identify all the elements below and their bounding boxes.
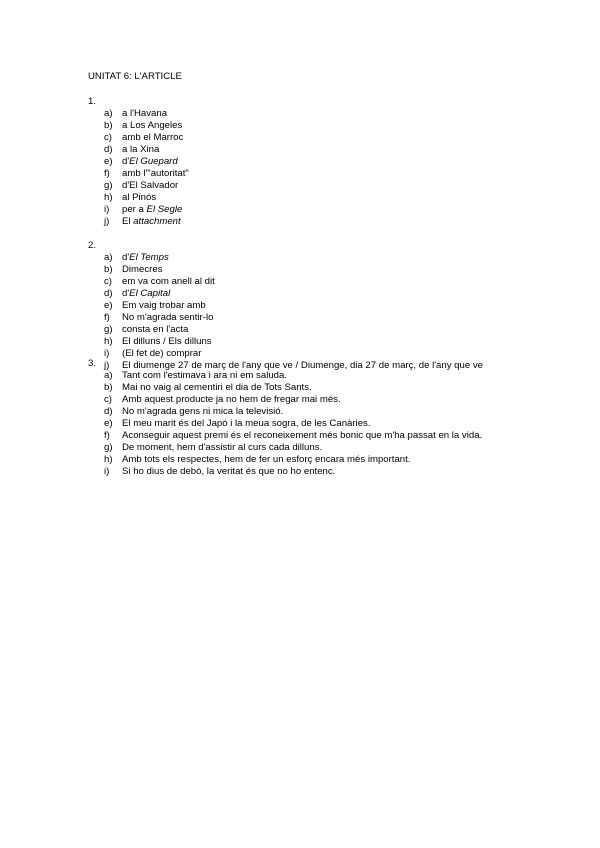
item-text <box>122 156 178 168</box>
item-label: c) <box>104 394 112 406</box>
item-text-segment: El dilluns / Els dilluns <box>122 336 212 348</box>
item-label: f) <box>104 312 110 324</box>
item-text-segment: Tant com l'estimava i ara ni em saluda. <box>122 370 287 381</box>
item-text <box>122 312 213 324</box>
item-text <box>122 108 167 120</box>
item-text-segment: a la Xina <box>122 144 160 156</box>
exercise-item <box>104 382 312 394</box>
exercise-item <box>104 168 189 180</box>
item-text <box>122 394 341 406</box>
exercise-item <box>104 394 341 406</box>
item-label: f) <box>104 430 110 442</box>
exercise-item <box>104 324 188 336</box>
item-text-segment: d'El Salvador <box>122 180 179 192</box>
page-title: UNITAT 6: L'ARTICLE <box>88 71 182 82</box>
item-text-segment: Amb tots els respectes, hem de fer un esforç encara més important. <box>122 454 411 466</box>
exercise-item <box>104 264 163 276</box>
exercise-item <box>104 120 182 132</box>
item-text-segment: El diumenge 27 de març de l'any que ve / Diumenge, dia 27 de març, de l'any que ve <box>122 360 483 372</box>
exercise-item <box>104 204 182 216</box>
item-text-segment: Mai no vaig al cementiri el dia de Tots Sants. <box>122 382 312 394</box>
exercise-item <box>104 180 178 192</box>
italic-title-text: El Temps <box>129 252 169 263</box>
item-label: g) <box>104 442 113 454</box>
item-label: d) <box>104 406 113 418</box>
item-text-segment: Dimecres <box>122 264 163 276</box>
exercise-item <box>104 108 167 120</box>
item-label: i) <box>104 204 110 216</box>
item-text <box>122 264 163 276</box>
exercise-item <box>104 348 201 360</box>
item-text-segment: em va com anell al dit <box>122 276 215 288</box>
item-text <box>122 120 182 132</box>
item-text <box>122 466 335 478</box>
exercise-item <box>104 252 169 264</box>
exercise-item <box>104 312 213 324</box>
item-text-segment: d' <box>122 288 130 300</box>
exercise-item <box>104 156 178 168</box>
item-text-segment: Si ho dius de debò, la veritat és que no ho entenc. <box>122 466 336 478</box>
item-label: e) <box>104 300 113 312</box>
item-text <box>122 276 215 288</box>
item-label: j) <box>104 360 110 372</box>
item-text <box>122 406 283 418</box>
exercise-item <box>104 442 322 454</box>
item-text <box>122 192 156 204</box>
exercise-item <box>104 276 215 288</box>
item-text-segment: No m'agrada gens ni mica la televisió. <box>122 406 284 418</box>
item-label: e) <box>104 156 113 168</box>
exercise-item <box>104 336 212 348</box>
item-label: h) <box>104 336 113 348</box>
exercise-item <box>104 300 206 312</box>
italic-title-text: El Segle <box>146 204 183 216</box>
italic-title-text: attachment <box>133 216 181 228</box>
item-text <box>122 418 371 430</box>
item-text <box>122 336 212 348</box>
item-label: f) <box>104 168 110 180</box>
item-text <box>122 288 170 300</box>
exercise-item <box>104 144 159 156</box>
section-number: 2. <box>88 240 97 251</box>
exercise-item <box>104 430 482 442</box>
exercise-item <box>104 418 371 430</box>
item-text <box>122 382 312 394</box>
item-text-segment: Amb aquest producte ja no hem de fregar mai més. <box>122 394 341 406</box>
exercise-item <box>104 466 335 478</box>
item-text <box>122 216 181 228</box>
item-text-segment: Aconseguir aquest premi és el reconeixement més bonic que m'ha passat en la vida. <box>122 430 483 442</box>
item-label: d) <box>104 288 113 300</box>
item-label: h) <box>104 192 113 204</box>
item-label: b) <box>104 264 113 276</box>
exercise-item <box>104 406 283 418</box>
item-text-segment: De moment, hem d'assistir al curs cada dilluns. <box>122 442 323 454</box>
exercise-item <box>104 370 287 382</box>
item-text-segment: No m'agrada sentir-lo <box>122 312 214 324</box>
exercise-item <box>104 288 170 300</box>
item-text <box>122 324 188 336</box>
item-text <box>122 144 159 156</box>
item-text <box>122 168 189 180</box>
item-text-segment: consta en l'acta <box>122 324 189 336</box>
exercise-item <box>104 216 181 228</box>
item-text <box>122 180 178 192</box>
item-label: b) <box>104 120 113 132</box>
exercise-item <box>104 132 183 144</box>
item-text <box>122 348 201 360</box>
item-text <box>122 430 482 442</box>
item-label: g) <box>104 324 113 336</box>
item-label: c) <box>104 276 112 288</box>
item-text <box>122 132 183 144</box>
italic-title-text: El Guepard <box>129 156 178 168</box>
item-text <box>122 442 322 454</box>
item-label: e) <box>104 418 113 430</box>
item-text-segment: El <box>122 216 134 228</box>
item-label: g) <box>104 180 113 192</box>
item-text <box>122 204 182 216</box>
item-label: c) <box>104 132 112 144</box>
item-label: a) <box>104 108 113 119</box>
item-label: i) <box>104 466 110 478</box>
item-label: h) <box>104 454 113 466</box>
item-text-segment: a Los Angeles <box>122 120 183 132</box>
item-text-segment: El meu marit és del Japó i la meua sogra, de les Canàries. <box>122 418 371 430</box>
section-number: 1. <box>88 96 97 107</box>
item-label: a) <box>104 252 113 263</box>
item-text <box>122 252 169 264</box>
item-text-segment: a l'Havana <box>122 108 168 119</box>
item-text <box>122 454 410 466</box>
item-text-segment: (El fet de) comprar <box>122 348 202 360</box>
item-text-segment: amb l'"autoritat" <box>122 168 189 180</box>
item-label: d) <box>104 144 113 156</box>
item-text <box>122 370 287 382</box>
italic-title-text: El Capital <box>129 288 171 300</box>
item-label: j) <box>104 216 110 228</box>
section-number: 3. <box>88 358 97 369</box>
item-text-segment: Em vaig trobar amb <box>122 300 206 312</box>
exercise-item <box>104 454 410 466</box>
item-label: b) <box>104 382 113 394</box>
item-label: a) <box>104 370 113 381</box>
item-text-segment: per a <box>122 204 147 216</box>
item-text-segment: al Pinós <box>122 192 157 204</box>
item-text-segment: amb el Marroc <box>122 132 184 144</box>
exercise-item <box>104 192 156 204</box>
item-text-segment: d' <box>122 252 130 263</box>
item-text-segment: d' <box>122 156 130 168</box>
item-label: i) <box>104 348 110 360</box>
item-text <box>122 300 206 312</box>
